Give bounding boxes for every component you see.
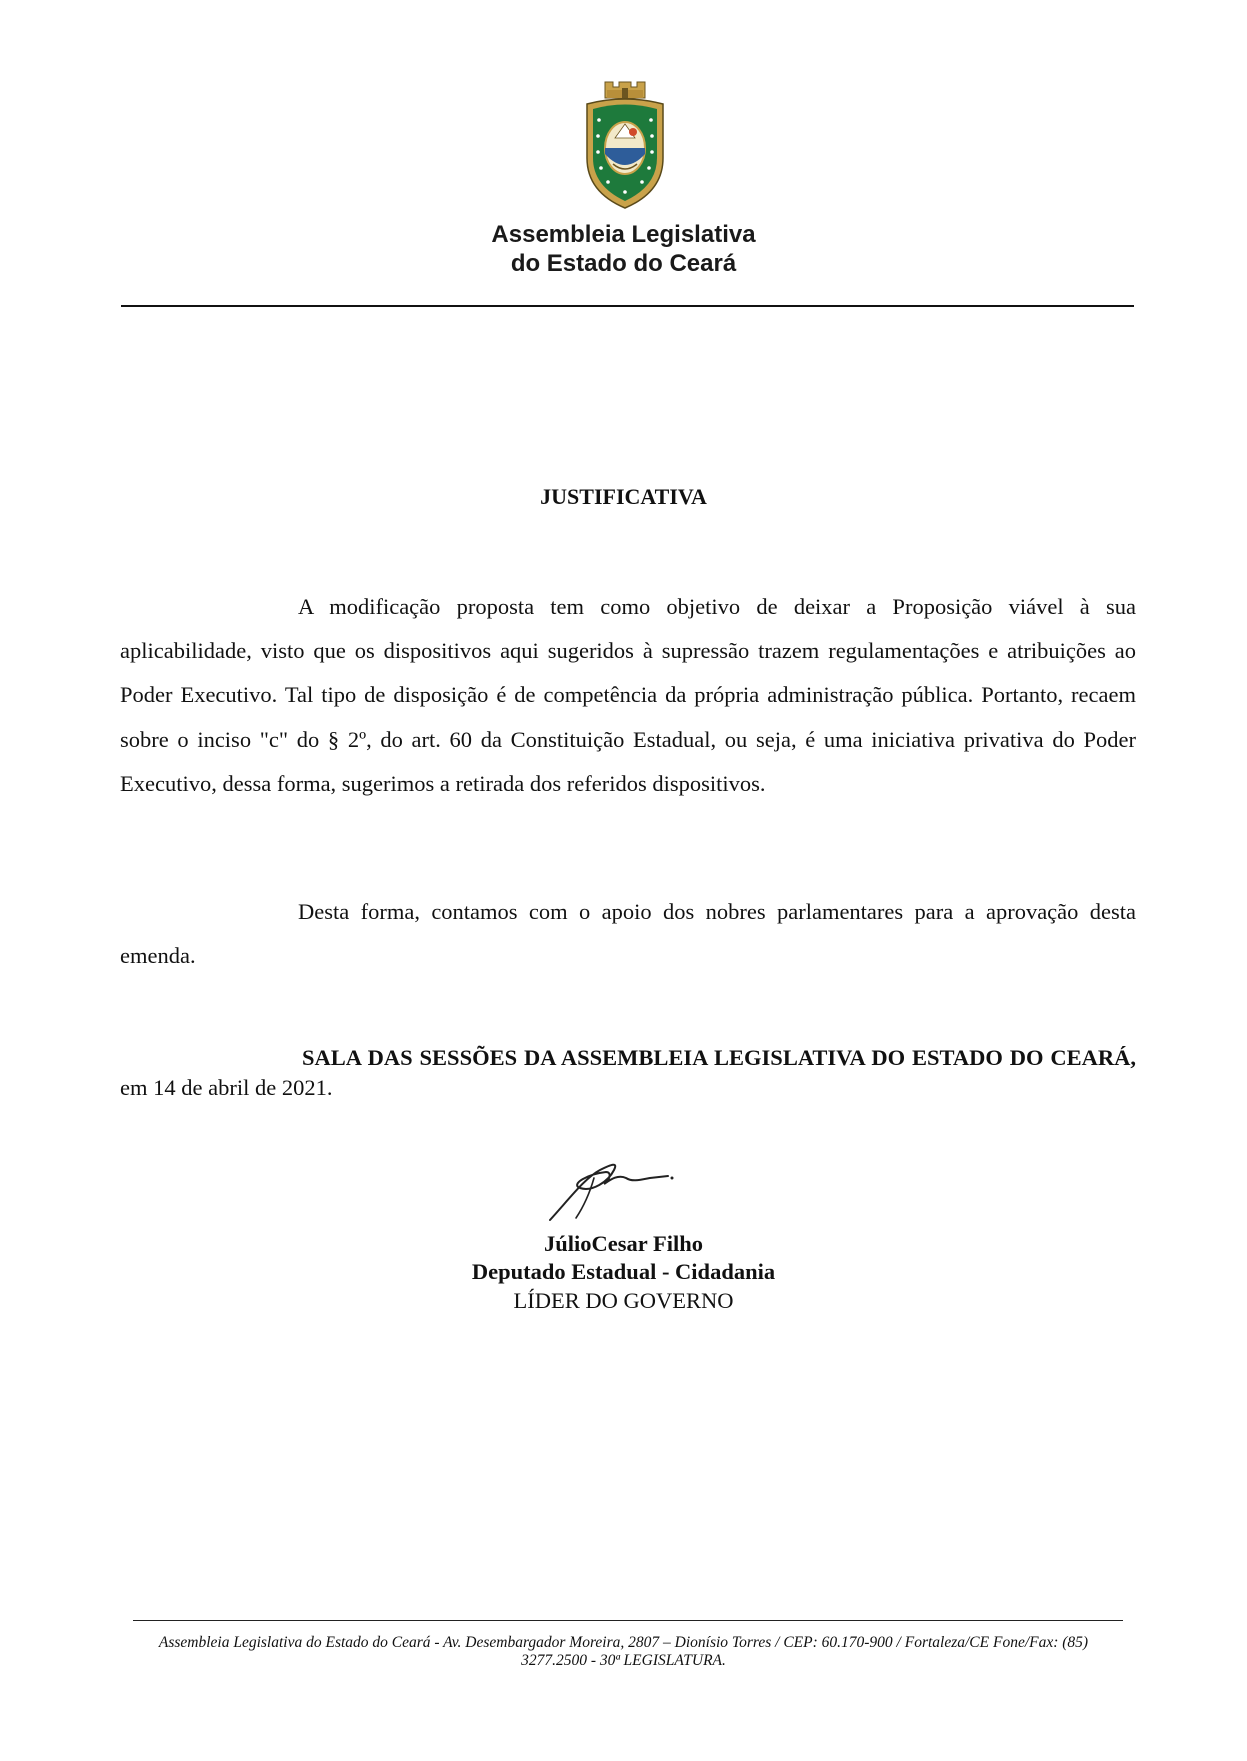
header-divider <box>121 305 1134 307</box>
org-name-line2: do Estado do Ceará <box>510 250 737 277</box>
signer-title: LÍDER DO GOVERNO <box>513 1288 734 1313</box>
session-statement <box>120 1043 1136 1103</box>
handwritten-signature <box>540 1148 690 1228</box>
document-title: JUSTIFICATIVA <box>540 484 707 509</box>
footer-address <box>0 1634 1247 1670</box>
session-date: em 14 de abril de 2021. <box>120 1075 333 1100</box>
signer-role: Deputado Estadual - Cidadania <box>471 1259 776 1284</box>
org-name-line1: Assembleia Legislativa <box>491 221 756 248</box>
session-statement-bold: SALA DAS SESSÕES DA ASSEMBLEIA LEGISLATIVA DO ESTADO DO CEARÁ, <box>302 1045 1136 1070</box>
footer-line2: 3277.2500 - 30ª LEGISLATURA. <box>521 1652 726 1669</box>
signer-name: JúlioCesar Filho <box>544 1231 703 1256</box>
footer-divider <box>133 1620 1123 1621</box>
justification-paragraph: A modificação proposta tem como objetivo de deixar a Proposição viável à sua aplicabilidade, visto que os dispositivos aqui sugeridos à supressão trazem regulamentações e atribuições ao Poder Executivo. Tal tipo de disposição é de competência da própria administração pública. Portanto, recaem sobre o inciso "c" do § 2º, do art. 60 da Constituição Estadual, ou seja, é uma iniciativa privativa do Poder Executivo, dessa forma, sugerimos a retirada dos referidos dispositivos. <box>120 594 1136 796</box>
ceara-coat-of-arms-icon <box>577 80 673 212</box>
support-paragraph: Desta forma, contamos com o apoio dos nobres parlamentares para a aprovação desta emenda. <box>120 899 1136 969</box>
footer-line1: Assembleia Legislativa do Estado do Ceará - Av. Desembargador Moreira, 2807 – Dionísio Torres / CEP: 60.170-900 / Fortaleza/CE Fone/Fax: (85) <box>158 1634 1089 1651</box>
